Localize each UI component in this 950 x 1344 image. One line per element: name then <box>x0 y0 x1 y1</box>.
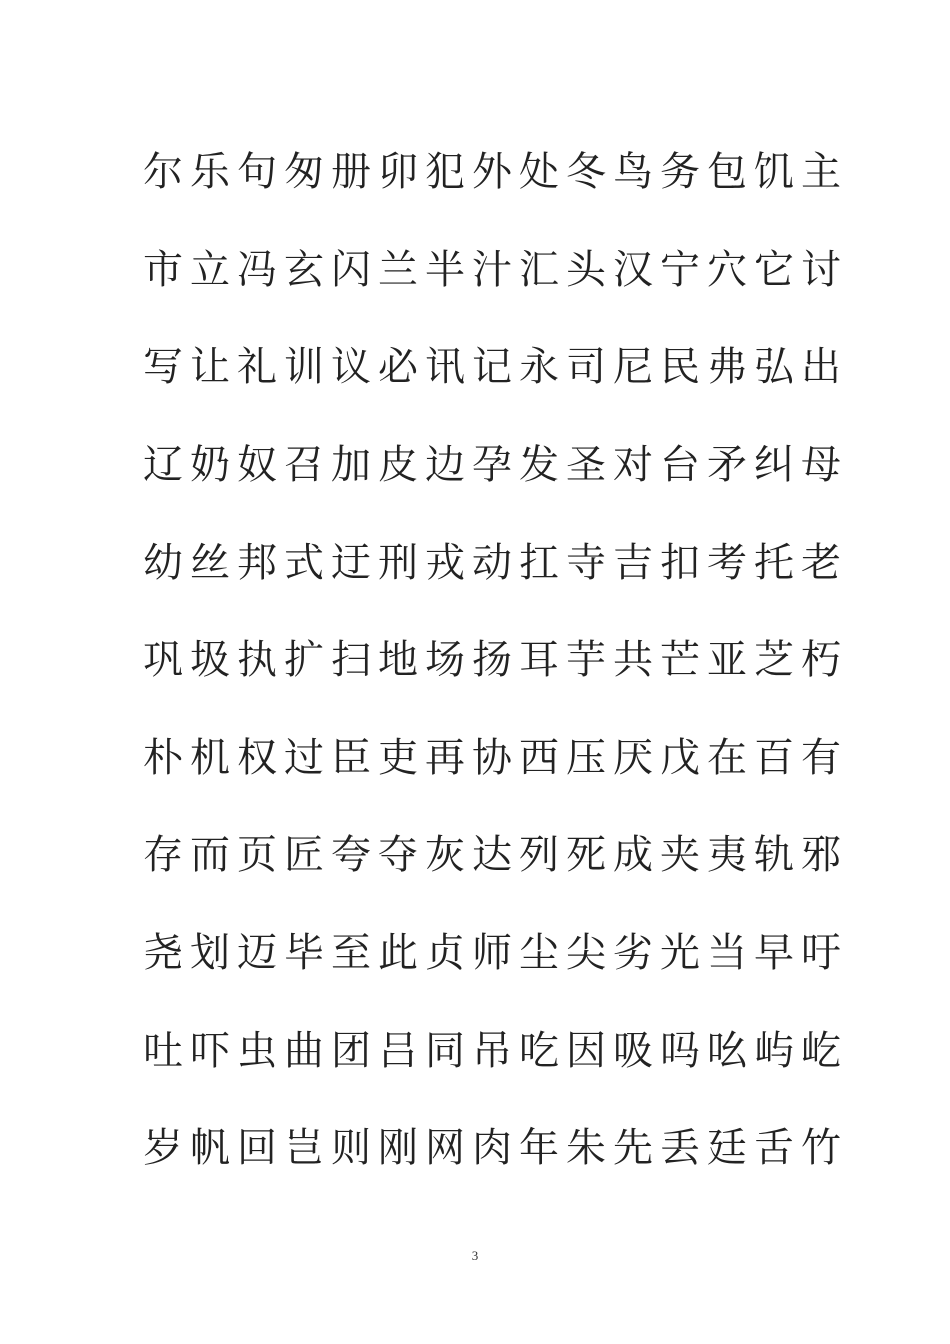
text-line-8: 存而页匠夸夺灰达列死成夹夷轨邪 <box>143 832 848 879</box>
text-line-10: 吐吓虫曲团吕同吊吃因吸吗吆屿屹 <box>143 1027 848 1074</box>
text-line-11: 岁帆回岂则刚网肉年朱先丢廷舌竹 <box>143 1125 848 1172</box>
text-line-7: 朴机权过臣吏再协西压厌戊在百有 <box>143 734 848 781</box>
text-line-1: 尔乐句匆册卯犯外处冬鸟务包饥主 <box>143 149 848 196</box>
character-lines <box>143 120 848 1194</box>
page-number: 3 <box>471 1248 479 1263</box>
text-line-6: 巩圾执扩扫地场扬耳芋共芒亚芝朽 <box>143 637 848 684</box>
text-line-2: 市立冯玄闪兰半汁汇头汉宁穴它讨 <box>143 246 848 293</box>
text-line-9: 尧划迈毕至此贞师尘尖劣光当早吁 <box>143 930 848 977</box>
text-line-3: 写让礼训议必讯记永司尼民弗弘出 <box>143 344 848 391</box>
text-line-5: 幼丝邦式迂刑戎动扛寺吉扣考托老 <box>143 539 848 586</box>
text-line-4: 辽奶奴召加皮边孕发圣对台矛纠母 <box>143 442 848 489</box>
